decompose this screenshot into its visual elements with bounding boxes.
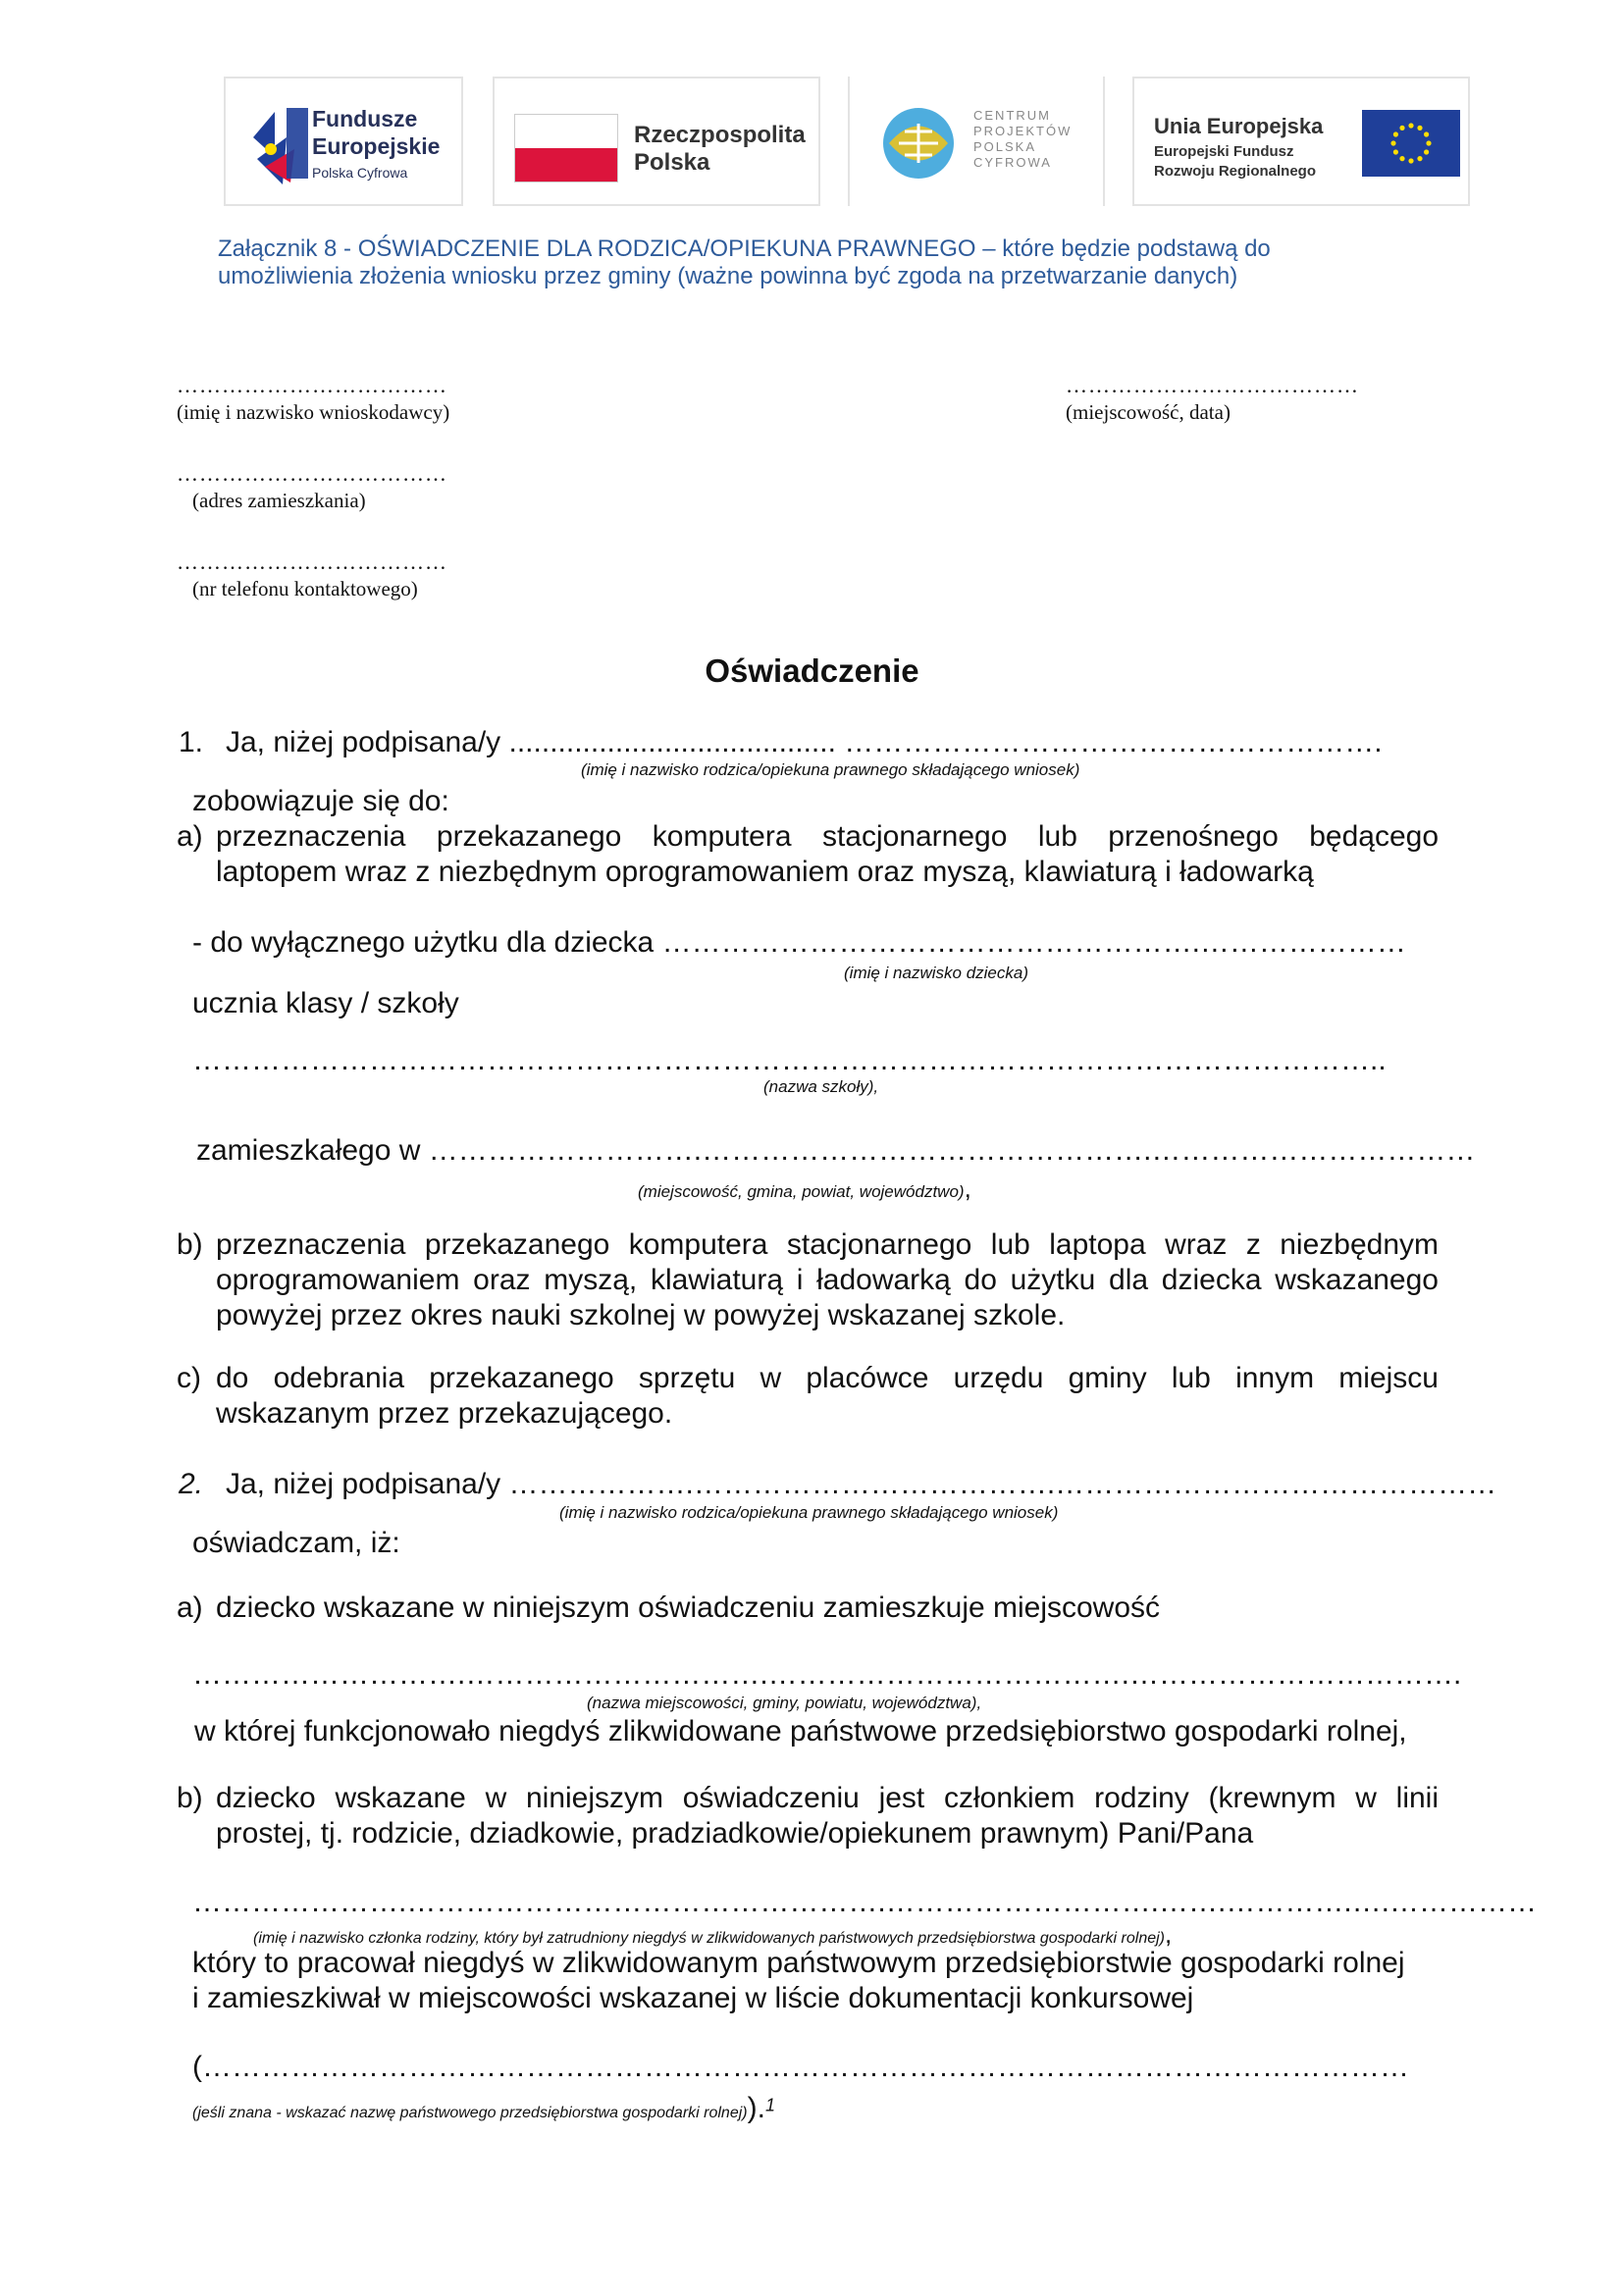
s1-c-line2: wskazanym przez przekazującego. (216, 1397, 673, 1430)
s1-b-line2: oprogramowaniem oraz myszą, klawiaturą i ładowarką do użytku dla dziecka wskazanego (216, 1264, 1439, 1296)
place-date-label: (miejscowość, data) (1066, 400, 1231, 424)
s2-b-line4: i zamieszkiwał w miejscowości wskazanej w liście dokumentacji konkursowej (192, 1982, 1194, 2014)
ue-line3: Rozwoju Regionalnego (1154, 163, 1316, 180)
s1-b-line1: przeznaczenia przekazanego komputera stacjonarnego lub laptopa wraz z niezbędnym (216, 1228, 1439, 1261)
cppc-line1: CENTRUM (973, 108, 1051, 123)
s1-c-line1: do odebrania przekazanego sprzętu w placówce urzędu gminy lub innym miejscu (216, 1362, 1439, 1394)
s2-declare: oświadczam, iż: (192, 1527, 400, 1559)
s1-commit: zobowiązuje się do: (192, 785, 449, 817)
applicant-name-label: (imię i nazwisko wnioskodawcy) (177, 400, 450, 424)
s1-resident-caption (638, 1174, 971, 1204)
s1-number: 1. (179, 726, 204, 758)
s1-resident-comma: , (964, 1174, 971, 1203)
s2-a-line2: w której funkcjonowało niegdyś zlikwidowane państwowe przedsiębiorstwo gospodarki rolnej, (194, 1715, 1407, 1747)
s2-b-line2: prostej, tj. rodzicie, dziadkowie, pradziadkowie/opiekunem prawnym) Pani/Pana (216, 1817, 1254, 1850)
logo-rzeczpospolita (493, 77, 820, 206)
header-line-2: umożliwienia złożenia wniosku przez gminy (ważne powinna być zgoda na przetwarzanie danych) (218, 263, 1238, 289)
cppc-emblem-icon (879, 104, 958, 183)
s1-b-label: b) (177, 1228, 203, 1261)
document-title: Oświadczenie (705, 652, 919, 689)
s2-a-label: a) (177, 1591, 203, 1624)
s1-school-caption: (nazwa szkoły), (763, 1077, 879, 1096)
s2-intro-caption: (imię i nazwisko rodzica/opiekuna prawnego składającego wniosek) (559, 1503, 1059, 1522)
s2-b-label: b) (177, 1782, 203, 1814)
s1-b-line3: powyżej przez okres nauki szkolnej w powyżej wskazanej szkole. (216, 1299, 1066, 1331)
place-date-dots: ………………………………… (1066, 373, 1359, 397)
s1-a-line2: laptopem wraz z niezbędnym oprogramowaniem oraz myszą, klawiaturą i ładowarką (216, 856, 1314, 888)
ue-line2: Europejski Fundusz (1154, 143, 1294, 160)
header-line-1: Załącznik 8 - OŚWIADCZENIE DLA RODZICA/OPIEKUNA PRAWNEGO – które będzie podstawą do (218, 235, 1271, 262)
footnote-marker[interactable]: 1 (764, 2095, 775, 2115)
s2-b-caption (253, 1919, 1172, 1950)
rp-line1: Rzeczpospolita (634, 122, 806, 148)
s1-resident: zamieszkałego w ……………………….……………………………………….…………………………… (196, 1134, 1476, 1167)
address-dots: ……………………………… (177, 461, 447, 486)
logo-unia-europejska (1132, 77, 1470, 206)
phone-dots: ……………………………… (177, 549, 447, 574)
s1-child-caption: (imię i nazwisko dziecka) (844, 964, 1028, 982)
s2-paren-close: ). (747, 2092, 765, 2124)
fe-line3: Polska Cyfrowa (312, 165, 408, 181)
s1-a-line1: przeznaczenia przekazanego komputera stacjonarnego lub przenośnego będącego (216, 820, 1439, 853)
phone-label: (nr telefonu kontaktowego) (192, 577, 418, 600)
applicant-name-dots: ……………………………… (177, 373, 447, 397)
s2-intro: Ja, niżej podpisana/y ……………….……………………………….……………………………………… (226, 1468, 1497, 1500)
s2-number: 2. (179, 1468, 204, 1500)
s2-a-caption: (nazwa miejscowości, gminy, powiatu, województwa), (587, 1694, 982, 1712)
s2-a-dots: ……………………….………………………….……………………………….……………………………. (192, 1658, 1462, 1691)
s2-paren-dots: (…………………………………………………………………………………………………………… (192, 2051, 1409, 2083)
cppc-line3: POLSKA (973, 139, 1037, 154)
s2-b-caption-text: (imię i nazwisko członka rodziny, który był zatrudniony niegdyś w zlikwidowanych państwowych przedsiębiorstwa gospodarki rolnej) (253, 1930, 1165, 1947)
cppc-line4: CYFROWA (973, 155, 1052, 170)
s2-paren-caption: (jeśli znana - wskazać nazwę państwowego przedsiębiorstwa gospodarki rolnej) (192, 2105, 748, 2121)
logo-fundusze-europejskie (224, 77, 463, 206)
fe-line1: Fundusze (312, 106, 418, 131)
s2-paren-caption-row (192, 2092, 775, 2125)
s2-b-line1: dziecko wskazane w niniejszym oświadczeniu jest członkiem rodziny (krewnym w linii (216, 1782, 1439, 1814)
s1-intro-caption: (imię i nazwisko rodzica/opiekuna prawnego składającego wniosek) (581, 760, 1080, 779)
address-label: (adres zamieszkania) (192, 489, 366, 512)
polish-flag-icon (514, 114, 618, 183)
s1-resident-caption-text: (miejscowość, gmina, powiat, województwo) (638, 1182, 965, 1201)
cppc-line2: PROJEKTÓW (973, 124, 1073, 138)
eu-flag-icon (1362, 110, 1460, 177)
ue-line1: Unia Europejska (1154, 114, 1324, 138)
s2-b-dots: ………………….………………………………………….……………………….…….………….….…………… (192, 1886, 1538, 1918)
s1-intro: Ja, niżej podpisana/y ........................................ ………………………………………………. (226, 726, 1383, 758)
s1-use-line: - do wyłącznego użytku dla dziecka ……………………………………………….………………… (192, 926, 1406, 959)
rp-line2: Polska (634, 149, 710, 176)
s1-c-label: c) (177, 1362, 201, 1394)
s1-school-dots: ………………………………………………………………………………………………………….. (192, 1044, 1387, 1076)
s1-class-school: ucznia klasy / szkoły (192, 987, 459, 1019)
s2-b-line3: który to pracował niegdyś w zlikwidowanym państwowym przedsiębiorstwie gospodarki rolnej (192, 1947, 1405, 1979)
s2-a-line1: dziecko wskazane w niniejszym oświadczeniu zamieszkuje miejscowość (216, 1591, 1161, 1624)
logo-cppc (848, 77, 1105, 206)
fe-line2: Europejskie (312, 133, 441, 159)
s1-a-label: a) (177, 820, 203, 853)
s2-b-caption-comma: , (1165, 1919, 1173, 1949)
